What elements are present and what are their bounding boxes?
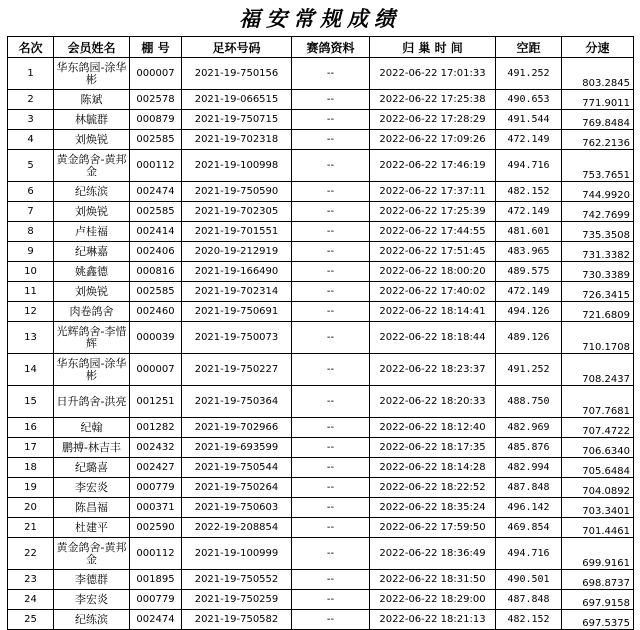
cell-speed: 698.8737 (562, 570, 634, 590)
cell-distance: 491.544 (496, 110, 562, 130)
cell-ring-number: 2021-19-066515 (182, 90, 292, 110)
cell-pigeon-info: -- (292, 322, 370, 354)
cell-distance: 494.716 (496, 150, 562, 182)
cell-rank: 23 (8, 570, 54, 590)
cell-loft-number: 002585 (130, 282, 182, 302)
cell-pigeon-info: -- (292, 90, 370, 110)
table-row (8, 386, 634, 418)
col-header-pigeon-info: 赛鸽资料 (292, 37, 370, 58)
cell-loft-number: 000371 (130, 498, 182, 518)
cell-distance: 494.716 (496, 538, 562, 570)
cell-rank: 21 (8, 518, 54, 538)
cell-ring-number: 2020-19-212919 (182, 242, 292, 262)
col-header-arrival-time: 归 巢 时 间 (370, 37, 496, 58)
cell-ring-number: 2021-19-750264 (182, 478, 292, 498)
cell-rank: 5 (8, 150, 54, 182)
cell-rank: 2 (8, 90, 54, 110)
table-row (8, 518, 634, 538)
table-row (8, 322, 634, 354)
cell-ring-number: 2021-19-750259 (182, 590, 292, 610)
cell-member-name: 杜建平 (54, 518, 130, 538)
cell-loft-number: 000779 (130, 478, 182, 498)
cell-ring-number: 2021-19-100998 (182, 150, 292, 182)
cell-speed: 697.9158 (562, 590, 634, 610)
cell-member-name: 陈斌 (54, 90, 130, 110)
cell-loft-number: 002406 (130, 242, 182, 262)
cell-ring-number: 2021-19-750590 (182, 182, 292, 202)
cell-speed: 699.9161 (562, 538, 634, 570)
cell-rank: 4 (8, 130, 54, 150)
cell-rank: 25 (8, 610, 54, 630)
cell-distance: 489.126 (496, 322, 562, 354)
cell-ring-number: 2021-19-750227 (182, 354, 292, 386)
cell-member-name: 刘焕锐 (54, 202, 130, 222)
cell-member-name: 姚鑫德 (54, 262, 130, 282)
cell-ring-number: 2021-19-693599 (182, 438, 292, 458)
cell-ring-number: 2021-19-100999 (182, 538, 292, 570)
cell-distance: 494.126 (496, 302, 562, 322)
table-row (8, 538, 634, 570)
cell-speed: 707.4722 (562, 418, 634, 438)
cell-rank: 19 (8, 478, 54, 498)
cell-arrival-time: 2022-06-22 17:09:26 (370, 130, 496, 150)
cell-loft-number: 002414 (130, 222, 182, 242)
cell-ring-number: 2021-19-750715 (182, 110, 292, 130)
cell-ring-number: 2021-19-750552 (182, 570, 292, 590)
cell-rank: 12 (8, 302, 54, 322)
cell-member-name: 华东鸽园-涂华彬 (54, 354, 130, 386)
table-row (8, 90, 634, 110)
cell-member-name: 纪练滨 (54, 182, 130, 202)
table-row (8, 610, 634, 630)
cell-loft-number: 001282 (130, 418, 182, 438)
cell-arrival-time: 2022-06-22 18:12:40 (370, 418, 496, 438)
cell-speed: 803.2845 (562, 58, 634, 90)
cell-member-name: 刘焕锐 (54, 130, 130, 150)
table-header-row (8, 37, 634, 58)
cell-speed: 704.0892 (562, 478, 634, 498)
cell-loft-number: 000039 (130, 322, 182, 354)
cell-rank: 14 (8, 354, 54, 386)
cell-loft-number: 002474 (130, 610, 182, 630)
cell-pigeon-info: -- (292, 610, 370, 630)
cell-speed: 705.6484 (562, 458, 634, 478)
cell-arrival-time: 2022-06-22 18:29:00 (370, 590, 496, 610)
cell-arrival-time: 2022-06-22 18:22:52 (370, 478, 496, 498)
cell-ring-number: 2021-19-750073 (182, 322, 292, 354)
cell-ring-number: 2021-19-702318 (182, 130, 292, 150)
cell-speed: 753.7651 (562, 150, 634, 182)
cell-loft-number: 002432 (130, 438, 182, 458)
cell-ring-number: 2021-19-701551 (182, 222, 292, 242)
cell-distance: 489.575 (496, 262, 562, 282)
table-row (8, 590, 634, 610)
cell-arrival-time: 2022-06-22 17:44:55 (370, 222, 496, 242)
cell-pigeon-info: -- (292, 282, 370, 302)
cell-arrival-time: 2022-06-22 17:25:39 (370, 202, 496, 222)
cell-member-name: 李宏炎 (54, 590, 130, 610)
cell-arrival-time: 2022-06-22 17:28:29 (370, 110, 496, 130)
cell-pigeon-info: -- (292, 518, 370, 538)
cell-pigeon-info: -- (292, 130, 370, 150)
cell-pigeon-info: -- (292, 58, 370, 90)
cell-member-name: 黄金鸽舍-黄邦金 (54, 538, 130, 570)
cell-arrival-time: 2022-06-22 18:23:37 (370, 354, 496, 386)
cell-member-name: 纪翰 (54, 418, 130, 438)
cell-ring-number: 2021-19-750544 (182, 458, 292, 478)
cell-member-name: 纪璐喜 (54, 458, 130, 478)
cell-pigeon-info: -- (292, 150, 370, 182)
cell-rank: 15 (8, 386, 54, 418)
cell-loft-number: 002474 (130, 182, 182, 202)
cell-arrival-time: 2022-06-22 17:25:38 (370, 90, 496, 110)
cell-arrival-time: 2022-06-22 18:17:35 (370, 438, 496, 458)
cell-member-name: 陈昌福 (54, 498, 130, 518)
cell-member-name: 卢桂福 (54, 222, 130, 242)
cell-arrival-time: 2022-06-22 18:14:41 (370, 302, 496, 322)
table-row (8, 242, 634, 262)
table-row (8, 222, 634, 242)
cell-member-name: 鹏搏-林吉丰 (54, 438, 130, 458)
cell-speed: 701.4461 (562, 518, 634, 538)
cell-distance: 472.149 (496, 202, 562, 222)
cell-pigeon-info: -- (292, 302, 370, 322)
cell-speed: 706.6340 (562, 438, 634, 458)
cell-speed: 710.1708 (562, 322, 634, 354)
cell-arrival-time: 2022-06-22 18:00:20 (370, 262, 496, 282)
cell-loft-number: 002590 (130, 518, 182, 538)
cell-pigeon-info: -- (292, 242, 370, 262)
cell-member-name: 日升鸽舍-洪亮 (54, 386, 130, 418)
cell-loft-number: 000112 (130, 538, 182, 570)
cell-arrival-time: 2022-06-22 18:35:24 (370, 498, 496, 518)
cell-pigeon-info: -- (292, 438, 370, 458)
cell-speed: 771.9011 (562, 90, 634, 110)
table-row (8, 458, 634, 478)
cell-loft-number: 002578 (130, 90, 182, 110)
cell-member-name: 纪练滨 (54, 610, 130, 630)
cell-speed: 731.3382 (562, 242, 634, 262)
cell-rank: 13 (8, 322, 54, 354)
cell-member-name: 光辉鸽舍-李惜辉 (54, 322, 130, 354)
cell-ring-number: 2022-19-208854 (182, 518, 292, 538)
cell-rank: 1 (8, 58, 54, 90)
cell-distance: 482.152 (496, 610, 562, 630)
cell-pigeon-info: -- (292, 590, 370, 610)
cell-loft-number: 001251 (130, 386, 182, 418)
cell-member-name: 刘焕锐 (54, 282, 130, 302)
cell-loft-number: 002585 (130, 130, 182, 150)
cell-distance: 491.252 (496, 58, 562, 90)
cell-rank: 22 (8, 538, 54, 570)
cell-distance: 472.149 (496, 130, 562, 150)
col-header-speed: 分速 (562, 37, 634, 58)
table-row (8, 58, 634, 90)
cell-arrival-time: 2022-06-22 17:01:33 (370, 58, 496, 90)
cell-speed: 744.9920 (562, 182, 634, 202)
cell-speed: 697.5375 (562, 610, 634, 630)
table-row (8, 262, 634, 282)
cell-pigeon-info: -- (292, 418, 370, 438)
cell-ring-number: 2021-19-750156 (182, 58, 292, 90)
cell-rank: 10 (8, 262, 54, 282)
cell-speed: 726.3415 (562, 282, 634, 302)
table-row (8, 438, 634, 458)
cell-speed: 730.3389 (562, 262, 634, 282)
cell-ring-number: 2021-19-702966 (182, 418, 292, 438)
cell-ring-number: 2021-19-750603 (182, 498, 292, 518)
cell-member-name: 黄金鸽舍-黄邦金 (54, 150, 130, 182)
cell-arrival-time: 2022-06-22 18:31:50 (370, 570, 496, 590)
cell-speed: 707.7681 (562, 386, 634, 418)
cell-member-name: 林毓群 (54, 110, 130, 130)
cell-arrival-time: 2022-06-22 17:40:02 (370, 282, 496, 302)
cell-rank: 17 (8, 438, 54, 458)
cell-rank: 6 (8, 182, 54, 202)
cell-distance: 482.969 (496, 418, 562, 438)
cell-distance: 483.965 (496, 242, 562, 262)
cell-speed: 735.3508 (562, 222, 634, 242)
cell-loft-number: 000779 (130, 590, 182, 610)
cell-speed: 742.7699 (562, 202, 634, 222)
cell-distance: 490.653 (496, 90, 562, 110)
cell-pigeon-info: -- (292, 202, 370, 222)
cell-distance: 488.750 (496, 386, 562, 418)
cell-distance: 469.854 (496, 518, 562, 538)
cell-rank: 24 (8, 590, 54, 610)
cell-distance: 472.149 (496, 282, 562, 302)
cell-arrival-time: 2022-06-22 18:20:33 (370, 386, 496, 418)
cell-member-name: 纪琳嘉 (54, 242, 130, 262)
cell-speed: 703.3401 (562, 498, 634, 518)
table-row (8, 570, 634, 590)
cell-distance: 490.501 (496, 570, 562, 590)
cell-loft-number: 000112 (130, 150, 182, 182)
cell-ring-number: 2021-19-702305 (182, 202, 292, 222)
cell-loft-number: 000816 (130, 262, 182, 282)
cell-member-name: 肉卷鸽舍 (54, 302, 130, 322)
cell-speed: 708.2437 (562, 354, 634, 386)
cell-member-name: 李德群 (54, 570, 130, 590)
table-row (8, 110, 634, 130)
cell-loft-number: 002460 (130, 302, 182, 322)
cell-ring-number: 2021-19-166490 (182, 262, 292, 282)
cell-rank: 18 (8, 458, 54, 478)
col-header-rank: 名次 (8, 37, 54, 58)
col-header-loft-number: 棚 号 (130, 37, 182, 58)
cell-loft-number: 000879 (130, 110, 182, 130)
cell-loft-number: 000007 (130, 354, 182, 386)
cell-rank: 20 (8, 498, 54, 518)
cell-loft-number: 002427 (130, 458, 182, 478)
cell-pigeon-info: -- (292, 478, 370, 498)
cell-loft-number: 002585 (130, 202, 182, 222)
cell-distance: 482.152 (496, 182, 562, 202)
cell-arrival-time: 2022-06-22 18:18:44 (370, 322, 496, 354)
cell-ring-number: 2021-19-702314 (182, 282, 292, 302)
col-header-member-name: 会员姓名 (54, 37, 130, 58)
table-row (8, 418, 634, 438)
cell-speed: 769.8484 (562, 110, 634, 130)
table-row (8, 282, 634, 302)
cell-arrival-time: 2022-06-22 18:36:49 (370, 538, 496, 570)
cell-ring-number: 2021-19-750364 (182, 386, 292, 418)
cell-rank: 7 (8, 202, 54, 222)
cell-pigeon-info: -- (292, 538, 370, 570)
table-row (8, 498, 634, 518)
table-row (8, 150, 634, 182)
cell-arrival-time: 2022-06-22 18:21:13 (370, 610, 496, 630)
table-row (8, 182, 634, 202)
cell-loft-number: 001895 (130, 570, 182, 590)
col-header-ring-number: 足环号码 (182, 37, 292, 58)
cell-loft-number: 000007 (130, 58, 182, 90)
cell-ring-number: 2021-19-750582 (182, 610, 292, 630)
col-header-distance: 空距 (496, 37, 562, 58)
cell-ring-number: 2021-19-750691 (182, 302, 292, 322)
table-row (8, 478, 634, 498)
cell-member-name: 李宏炎 (54, 478, 130, 498)
results-table (7, 36, 634, 630)
cell-arrival-time: 2022-06-22 17:59:50 (370, 518, 496, 538)
table-row (8, 302, 634, 322)
cell-distance: 485.876 (496, 438, 562, 458)
cell-arrival-time: 2022-06-22 18:14:28 (370, 458, 496, 478)
cell-arrival-time: 2022-06-22 17:46:19 (370, 150, 496, 182)
cell-speed: 762.2136 (562, 130, 634, 150)
cell-rank: 11 (8, 282, 54, 302)
cell-distance: 482.994 (496, 458, 562, 478)
table-row (8, 354, 634, 386)
cell-pigeon-info: -- (292, 182, 370, 202)
cell-pigeon-info: -- (292, 262, 370, 282)
cell-arrival-time: 2022-06-22 17:37:11 (370, 182, 496, 202)
cell-rank: 3 (8, 110, 54, 130)
cell-arrival-time: 2022-06-22 17:51:45 (370, 242, 496, 262)
cell-speed: 721.6809 (562, 302, 634, 322)
cell-pigeon-info: -- (292, 570, 370, 590)
cell-distance: 496.142 (496, 498, 562, 518)
cell-distance: 491.252 (496, 354, 562, 386)
cell-distance: 481.601 (496, 222, 562, 242)
page-title: 福安常规成绩 (239, 6, 401, 31)
table-row (8, 130, 634, 150)
cell-rank: 9 (8, 242, 54, 262)
cell-rank: 16 (8, 418, 54, 438)
cell-pigeon-info: -- (292, 354, 370, 386)
cell-pigeon-info: -- (292, 498, 370, 518)
cell-distance: 487.848 (496, 590, 562, 610)
table-body (8, 58, 634, 630)
table-row (8, 202, 634, 222)
cell-rank: 8 (8, 222, 54, 242)
cell-pigeon-info: -- (292, 110, 370, 130)
cell-pigeon-info: -- (292, 222, 370, 242)
cell-distance: 487.848 (496, 478, 562, 498)
cell-pigeon-info: -- (292, 458, 370, 478)
cell-member-name: 华东鸽园-涂华彬 (54, 58, 130, 90)
cell-pigeon-info: -- (292, 386, 370, 418)
